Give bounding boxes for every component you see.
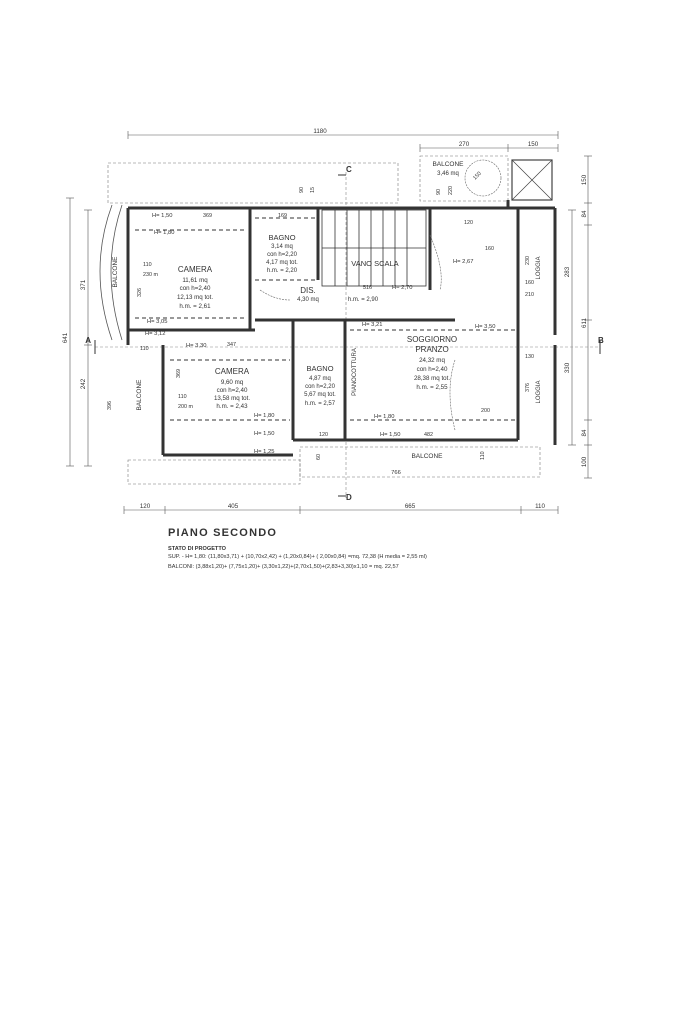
surface-calculation-text: SUP. - H= 1,80: (11,80x3,71) + (10,70x2,42) + (1,20x0,84)+ ( 2,00x0,84) =mq. 72,38 (H media = 2,55 ml) bbox=[168, 554, 427, 560]
height-label: H= 1,50 bbox=[152, 213, 173, 219]
height-label: H= 1,50 bbox=[380, 432, 401, 438]
opening-label: 120 bbox=[464, 220, 473, 226]
room-mean-height: h.m. = 2,57 bbox=[304, 401, 336, 407]
section-lines bbox=[95, 172, 600, 498]
surface-calculation bbox=[168, 554, 648, 560]
dim-right-283: 283 bbox=[564, 266, 571, 278]
opening-label: 15 bbox=[310, 187, 316, 193]
room-total: 12,13 mq tot. bbox=[176, 294, 214, 301]
dim-left-total: 641 bbox=[62, 332, 69, 344]
dim-right-100: 100 bbox=[581, 456, 588, 468]
room-total: 4,17 mq tot. bbox=[266, 260, 298, 266]
height-labels bbox=[145, 213, 495, 455]
opening-label: 120 bbox=[319, 432, 328, 438]
height-label: H= 2,70 bbox=[392, 285, 413, 291]
room-soggiorno bbox=[407, 335, 457, 391]
loggia-1: LOGGIA bbox=[536, 256, 542, 280]
opening-label: 90 bbox=[299, 187, 305, 193]
room-area: 3,14 mq bbox=[271, 244, 293, 250]
room-name: BAGNO bbox=[268, 233, 296, 242]
opening-label: 169 bbox=[278, 213, 287, 219]
height-label: H= 2,67 bbox=[453, 259, 474, 265]
dim-right-611: 611 bbox=[581, 318, 588, 328]
height-label: H= 3,30 bbox=[186, 343, 207, 349]
room-height-line: con h=2,40 bbox=[216, 387, 248, 394]
opening-label: 60 bbox=[316, 454, 322, 460]
room-name: SOGGIORNO bbox=[406, 335, 458, 344]
dim-right-84b: 84 bbox=[581, 429, 588, 437]
balcone-top: BALCONE bbox=[432, 161, 464, 168]
room-mean-height: h.m. = 2,20 bbox=[266, 268, 298, 274]
height-label: H= 1,50 bbox=[254, 431, 275, 437]
room-camera-1 bbox=[177, 265, 213, 310]
dim-left-upper: 371 bbox=[80, 279, 87, 291]
opening-label: 150 bbox=[472, 170, 483, 182]
room-name: CAMERA bbox=[214, 367, 250, 376]
height-label: H= 1,25 bbox=[254, 449, 275, 455]
height-label: H= 3,50 bbox=[475, 324, 496, 330]
pianocottura: PIANOCOTTURA bbox=[352, 348, 358, 396]
balcony-calculation: BALCONI: (3,88x1,20)+ (7,75x1,20)+ (3,30x1,22)+(2,70x1,50)+(2,83+3,30)x1,10 = mq. 22,57 bbox=[168, 564, 399, 570]
opening-label: 160 bbox=[525, 280, 534, 286]
dim-right-84a: 84 bbox=[581, 210, 588, 218]
room-total: 28,38 mq tot. bbox=[413, 375, 451, 382]
height-label: H= 1,80 bbox=[374, 414, 395, 420]
room-name: CAMERA bbox=[177, 265, 213, 274]
opening-label: 376 bbox=[525, 383, 531, 392]
opening-label: 110 bbox=[143, 262, 152, 268]
dimension-lines bbox=[66, 131, 592, 514]
opening-label: 369 bbox=[176, 369, 182, 378]
room-total: 5,67 mq tot. bbox=[304, 392, 336, 398]
room-camera-2 bbox=[214, 367, 250, 410]
dim-right-150: 150 bbox=[581, 174, 588, 186]
opening-label: 369 bbox=[203, 213, 212, 219]
height-label: H= 1,80 bbox=[154, 230, 175, 236]
opening-label: 110 bbox=[178, 394, 187, 400]
vano-scala-mean-height: h.m. = 2,90 bbox=[347, 297, 379, 303]
opening-label: 110 bbox=[140, 346, 149, 352]
dim-bottom-d: 110 bbox=[535, 503, 545, 510]
opening-label: 347 bbox=[227, 342, 236, 348]
opening-label: 90 bbox=[436, 189, 442, 195]
opening-label: 220 bbox=[448, 186, 454, 195]
room-vano-scala: VANO SCALA bbox=[351, 259, 399, 268]
opening-label: 200 bbox=[481, 408, 490, 414]
dim-top-right-b: 150 bbox=[527, 141, 539, 148]
room-mean-height: h.m. = 2,43 bbox=[216, 403, 248, 410]
opening-label: 210 bbox=[525, 292, 534, 298]
room-total: 13,58 mq tot. bbox=[213, 395, 251, 402]
loggia-2: LOGGIA bbox=[536, 380, 542, 404]
opening-label: 200 m bbox=[178, 404, 193, 410]
height-label: H= 1,80 bbox=[254, 413, 275, 419]
door-swing bbox=[465, 160, 501, 196]
opening-label: 516 bbox=[363, 285, 372, 291]
opening-label: 326 bbox=[137, 288, 143, 297]
room-name-2: PRANZO bbox=[415, 345, 449, 354]
balcone-bottom-length: 766 bbox=[391, 470, 401, 476]
curved-balcony bbox=[100, 205, 112, 340]
balcone-top-area: 3,46 mq bbox=[437, 171, 459, 177]
opening-label: 396 bbox=[107, 401, 113, 410]
room-bagno-1 bbox=[266, 233, 298, 274]
height-label: H= 3,21 bbox=[362, 322, 383, 328]
balcone-bottom: BALCONE bbox=[411, 453, 443, 460]
room-dis: DIS. bbox=[300, 286, 316, 295]
opening-label: 230 bbox=[525, 256, 531, 265]
balcone-left-1: BALCONE bbox=[112, 256, 119, 288]
dis-area: 4,30 mq bbox=[297, 297, 319, 303]
section-c-label: C bbox=[346, 165, 352, 174]
room-mean-height: h.m. = 2,55 bbox=[416, 384, 448, 391]
room-height-line: con h=2,40 bbox=[179, 285, 211, 292]
room-area: 24,32 mq bbox=[419, 357, 445, 364]
room-area: 11,61 mq bbox=[182, 277, 208, 284]
opening-label: 130 bbox=[525, 354, 534, 360]
room-height-line: con h=2,40 bbox=[416, 366, 448, 373]
plan-subtitle: STATO DI PROGETTO bbox=[168, 546, 227, 552]
stair-flight bbox=[322, 210, 426, 286]
room-name: BAGNO bbox=[306, 364, 334, 373]
room-mean-height: h.m. = 2,61 bbox=[179, 303, 211, 310]
dim-bottom-b: 405 bbox=[227, 503, 239, 510]
room-area: 4,87 mq bbox=[309, 376, 331, 382]
room-height-line: con h=2,20 bbox=[305, 384, 335, 390]
balcone-left-2: BALCONE bbox=[136, 379, 143, 411]
dim-bottom-a: 120 bbox=[139, 503, 151, 510]
plan-title: PIANO SECONDO bbox=[168, 527, 278, 539]
section-a-label: A bbox=[85, 336, 91, 345]
room-bagno-2 bbox=[304, 364, 336, 407]
opening-label: 160 bbox=[485, 246, 494, 252]
opening-label: 482 bbox=[424, 432, 433, 438]
dim-top-total: 1180 bbox=[313, 128, 327, 135]
section-b-label: B bbox=[598, 336, 604, 345]
section-d-label: D bbox=[346, 493, 352, 502]
dim-right-330: 330 bbox=[564, 362, 571, 374]
height-label: H= 3,12 bbox=[145, 331, 166, 337]
opening-label: 230 m bbox=[143, 272, 158, 278]
opening-label: 110 bbox=[480, 451, 486, 460]
dim-top-right-a: 270 bbox=[458, 141, 470, 148]
height-label: H= 3,05 bbox=[147, 319, 168, 325]
dim-left-lower: 242 bbox=[80, 378, 87, 390]
room-height-line: con h=2,20 bbox=[267, 252, 297, 258]
room-area: 9,60 mq bbox=[220, 379, 244, 386]
dim-bottom-c: 665 bbox=[404, 503, 416, 510]
